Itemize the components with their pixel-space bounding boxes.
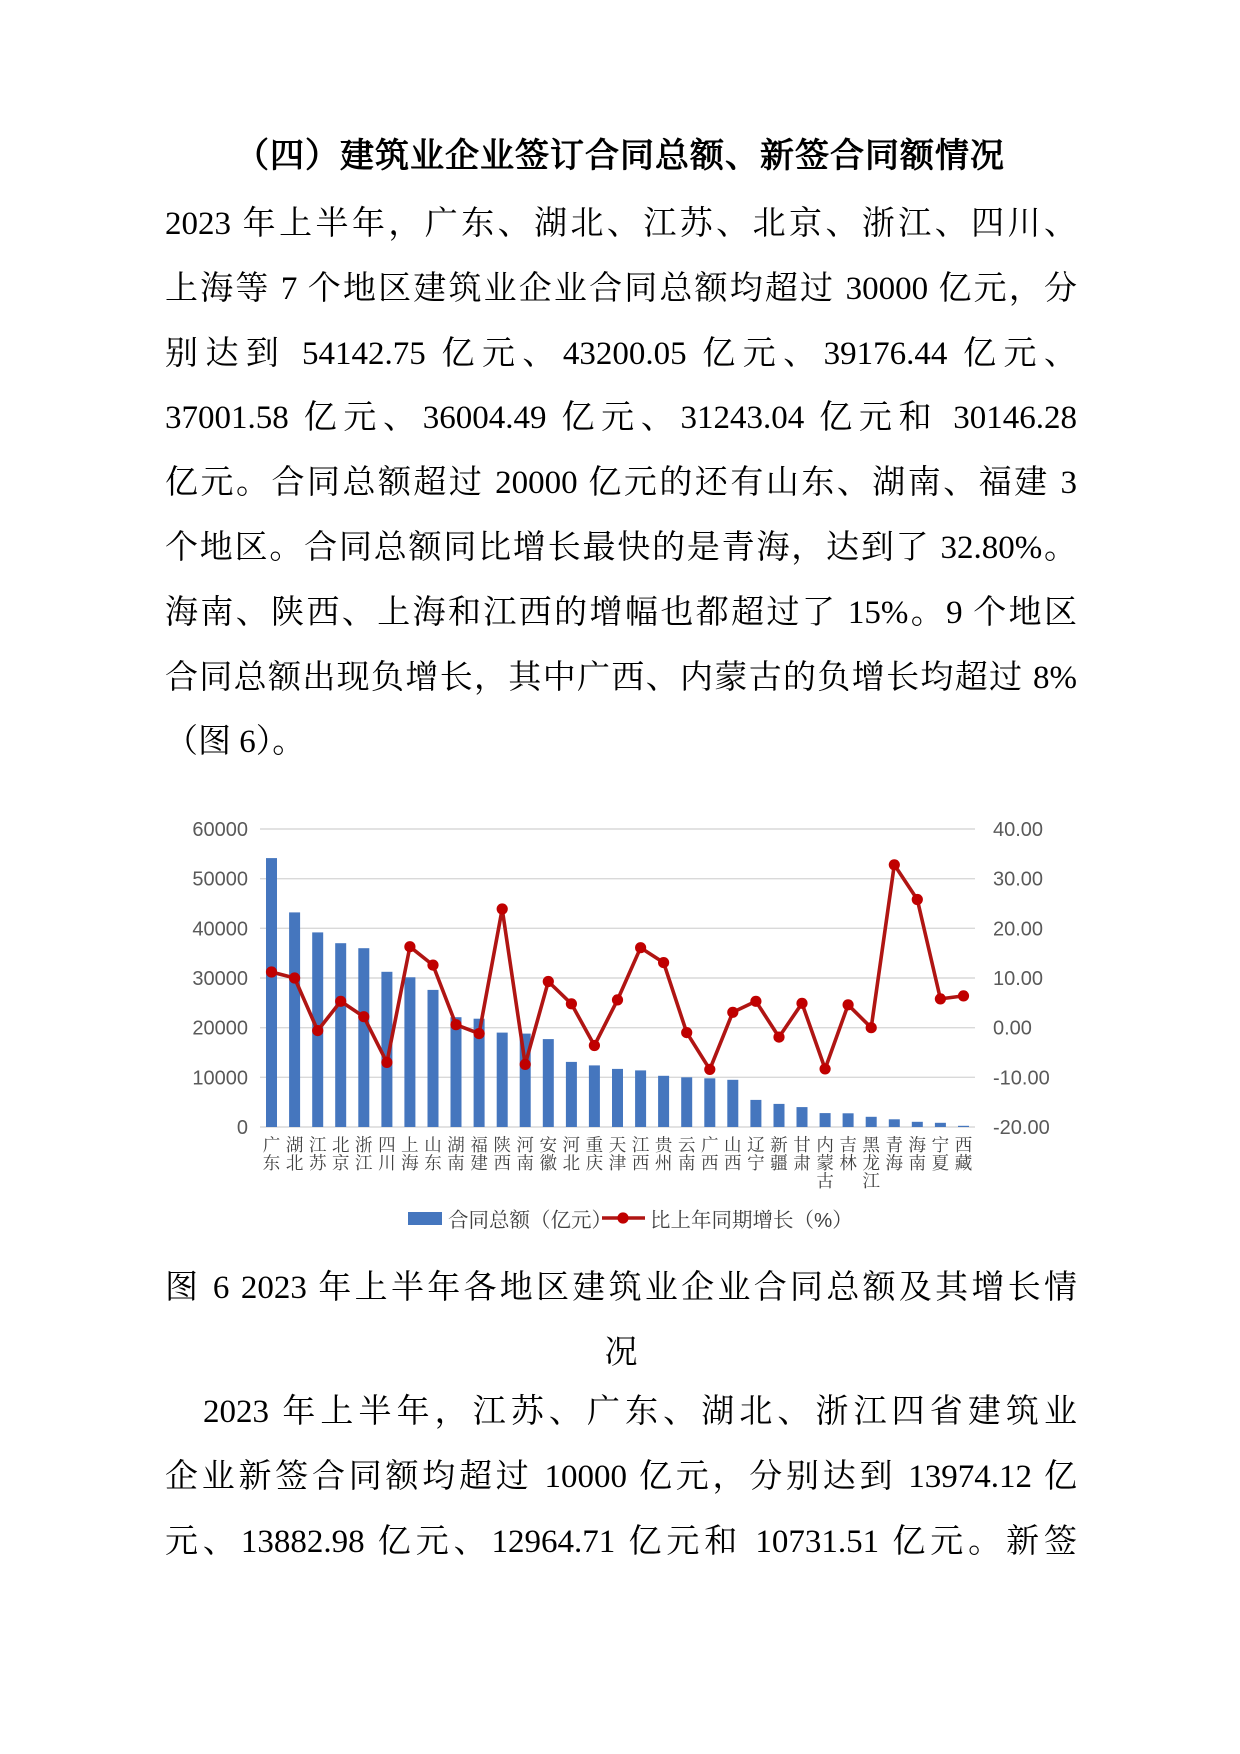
- svg-text:重庆: 重庆: [585, 1135, 604, 1173]
- marker: [866, 1022, 877, 1033]
- marker: [635, 942, 646, 953]
- bar: [866, 1117, 877, 1127]
- bar: [704, 1078, 715, 1127]
- paragraph-line: 合同总额出现负增长，其中广西、内蒙古的负增长均超过 8%: [165, 659, 1077, 696]
- marker: [335, 996, 346, 1007]
- paragraph-line: 海南、陕西、上海和江西的增幅也都超过了 15%。9 个地区: [165, 594, 1077, 631]
- svg-text:甘肃: 甘肃: [793, 1135, 811, 1173]
- bar: [266, 858, 277, 1127]
- svg-text:合同总额（亿元）: 合同总额（亿元）: [448, 1209, 612, 1232]
- svg-text:40.00: 40.00: [993, 819, 1044, 841]
- marker: [289, 972, 300, 983]
- figure6-chart: [150, 790, 1050, 1260]
- paragraph-line: 上海等 7 个地区建筑业企业合同总额均超过 30000 亿元，分: [165, 270, 1077, 307]
- contract-total-bars: [266, 858, 969, 1127]
- svg-text:天津: 天津: [608, 1135, 627, 1173]
- marker: [404, 941, 415, 952]
- bar: [750, 1100, 761, 1127]
- marker: [358, 1011, 369, 1022]
- marker: [427, 960, 438, 971]
- bar: [428, 990, 439, 1127]
- svg-text:海南: 海南: [908, 1135, 927, 1173]
- paragraph-line: 元、13882.98 亿元、12964.71 亿元和 10731.51 亿元。新签: [165, 1524, 1077, 1560]
- svg-text:50000: 50000: [192, 868, 248, 891]
- marker: [773, 1032, 784, 1043]
- bar: [543, 1039, 554, 1127]
- svg-text:河南: 河南: [516, 1135, 534, 1173]
- bar: [797, 1107, 808, 1127]
- bar: [612, 1069, 623, 1127]
- left-axis-labels: [192, 819, 248, 1139]
- marker: [589, 1040, 600, 1051]
- paragraph-line: 2023 年上半年，广东、湖北、江苏、北京、浙江、四川、: [165, 206, 1077, 242]
- paragraph-line: 个地区。合同总额同比增长最快的是青海，达到了 32.80%。: [165, 529, 1077, 566]
- paragraph-line: 2023 年上半年，江苏、广东、湖北、浙江四省建筑业: [203, 1394, 1077, 1430]
- bar: [404, 977, 415, 1127]
- svg-text:陕西: 陕西: [493, 1135, 511, 1173]
- chart-legend: [408, 1209, 853, 1232]
- marker: [843, 999, 854, 1010]
- svg-text:山东: 山东: [424, 1135, 442, 1173]
- bar: [358, 948, 369, 1127]
- paragraph-2: [165, 1380, 1077, 1575]
- paragraph-line: 企业新签合同额均超过 10000 亿元，分别达到 13974.12 亿: [165, 1459, 1077, 1495]
- marker: [520, 1059, 531, 1070]
- svg-text:浙江: 浙江: [355, 1135, 373, 1173]
- x-axis-labels: [263, 1135, 973, 1191]
- figure-caption-line: 况: [604, 1335, 638, 1371]
- svg-text:宁夏: 宁夏: [931, 1135, 950, 1173]
- svg-text:湖北: 湖北: [285, 1135, 304, 1173]
- svg-text:北京: 北京: [331, 1135, 350, 1173]
- svg-text:江苏: 江苏: [308, 1135, 327, 1173]
- marker: [543, 976, 554, 987]
- svg-text:广东: 广东: [262, 1135, 281, 1173]
- svg-text:20000: 20000: [192, 1017, 248, 1040]
- marker: [935, 993, 946, 1004]
- marker: [820, 1063, 831, 1074]
- svg-text:辽宁: 辽宁: [747, 1135, 765, 1173]
- svg-text:20.00: 20.00: [993, 918, 1044, 941]
- svg-text:10000: 10000: [192, 1067, 248, 1090]
- svg-text:江西: 江西: [631, 1135, 650, 1173]
- svg-text:河北: 河北: [562, 1135, 581, 1173]
- marker: [381, 1057, 392, 1068]
- paragraph-line: 37001.58 亿元、36004.49 亿元、31243.04 亿元和 30146.28: [165, 400, 1077, 437]
- svg-text:四川: 四川: [378, 1135, 396, 1173]
- marker: [497, 903, 508, 914]
- bar: [912, 1122, 923, 1127]
- svg-text:安徽: 安徽: [539, 1135, 558, 1173]
- bar: [497, 1033, 508, 1127]
- bar: [958, 1126, 969, 1127]
- growth-markers: [266, 859, 969, 1075]
- paragraph-line: 亿元。合同总额超过 20000 亿元的还有山东、湖南、福建 3: [165, 465, 1077, 502]
- bar: [589, 1065, 600, 1127]
- marker: [612, 994, 623, 1005]
- bar: [635, 1070, 646, 1127]
- bar: [820, 1113, 831, 1127]
- svg-text:新疆: 新疆: [770, 1135, 788, 1173]
- legend-bar-swatch: [408, 1212, 442, 1225]
- svg-text:10.00: 10.00: [993, 968, 1044, 990]
- bar: [335, 943, 346, 1127]
- svg-text:湖南: 湖南: [447, 1135, 465, 1173]
- marker: [889, 859, 900, 870]
- svg-text:40000: 40000: [192, 918, 248, 941]
- marker: [450, 1019, 461, 1030]
- bar: [681, 1077, 692, 1127]
- svg-text:黑龙江: 黑龙江: [862, 1135, 880, 1191]
- svg-text:山西: 山西: [724, 1135, 742, 1173]
- svg-text:西藏: 西藏: [954, 1135, 973, 1173]
- bar: [889, 1119, 900, 1127]
- svg-text:60000: 60000: [192, 819, 248, 841]
- svg-text:云南: 云南: [677, 1135, 696, 1173]
- right-axis-labels: [993, 819, 1050, 1139]
- marker: [704, 1064, 715, 1075]
- svg-text:吉林: 吉林: [839, 1135, 857, 1173]
- marker: [474, 1028, 485, 1039]
- marker: [750, 996, 761, 1007]
- bar: [566, 1062, 577, 1127]
- marker: [658, 957, 669, 968]
- paragraph-1: [165, 192, 1077, 775]
- bar: [774, 1104, 785, 1127]
- marker: [727, 1007, 738, 1018]
- svg-text:30000: 30000: [192, 968, 248, 990]
- svg-text:福建: 福建: [470, 1135, 488, 1173]
- svg-text:内蒙古: 内蒙古: [816, 1135, 834, 1191]
- svg-text:贵州: 贵州: [654, 1135, 673, 1173]
- marker: [312, 1025, 323, 1036]
- svg-text:-20.00: -20.00: [993, 1117, 1050, 1139]
- bar: [658, 1076, 669, 1127]
- marker: [566, 998, 577, 1009]
- bar: [451, 1017, 462, 1127]
- marker: [958, 990, 969, 1001]
- svg-text:上海: 上海: [401, 1135, 419, 1173]
- growth-line: [272, 865, 964, 1070]
- svg-text:30.00: 30.00: [993, 868, 1044, 891]
- bar: [843, 1113, 854, 1127]
- svg-text:-10.00: -10.00: [993, 1067, 1050, 1090]
- marker: [912, 894, 923, 905]
- svg-text:青海: 青海: [885, 1135, 904, 1173]
- svg-text:比上年同期增长（%）: 比上年同期增长（%）: [650, 1209, 853, 1232]
- section-title: （四）建筑业企业签订合同总额、新签合同额情况: [235, 138, 1005, 175]
- bar: [289, 912, 300, 1127]
- svg-text:0: 0: [236, 1117, 248, 1139]
- marker: [681, 1027, 692, 1038]
- bar: [727, 1080, 738, 1127]
- figure-caption-line: 图 6 2023 年上半年各地区建筑业企业合同总额及其增长情: [165, 1270, 1077, 1306]
- figure-caption: [165, 1256, 1077, 1386]
- svg-text:0.00: 0.00: [993, 1017, 1032, 1040]
- bar: [935, 1123, 946, 1127]
- paragraph-line: 别达到 54142.75 亿元、43200.05 亿元、39176.44 亿元、: [165, 335, 1077, 372]
- marker: [266, 966, 277, 977]
- svg-text:广西: 广西: [701, 1135, 719, 1173]
- marker: [796, 998, 807, 1009]
- paragraph-line: （图 6）。: [165, 724, 306, 761]
